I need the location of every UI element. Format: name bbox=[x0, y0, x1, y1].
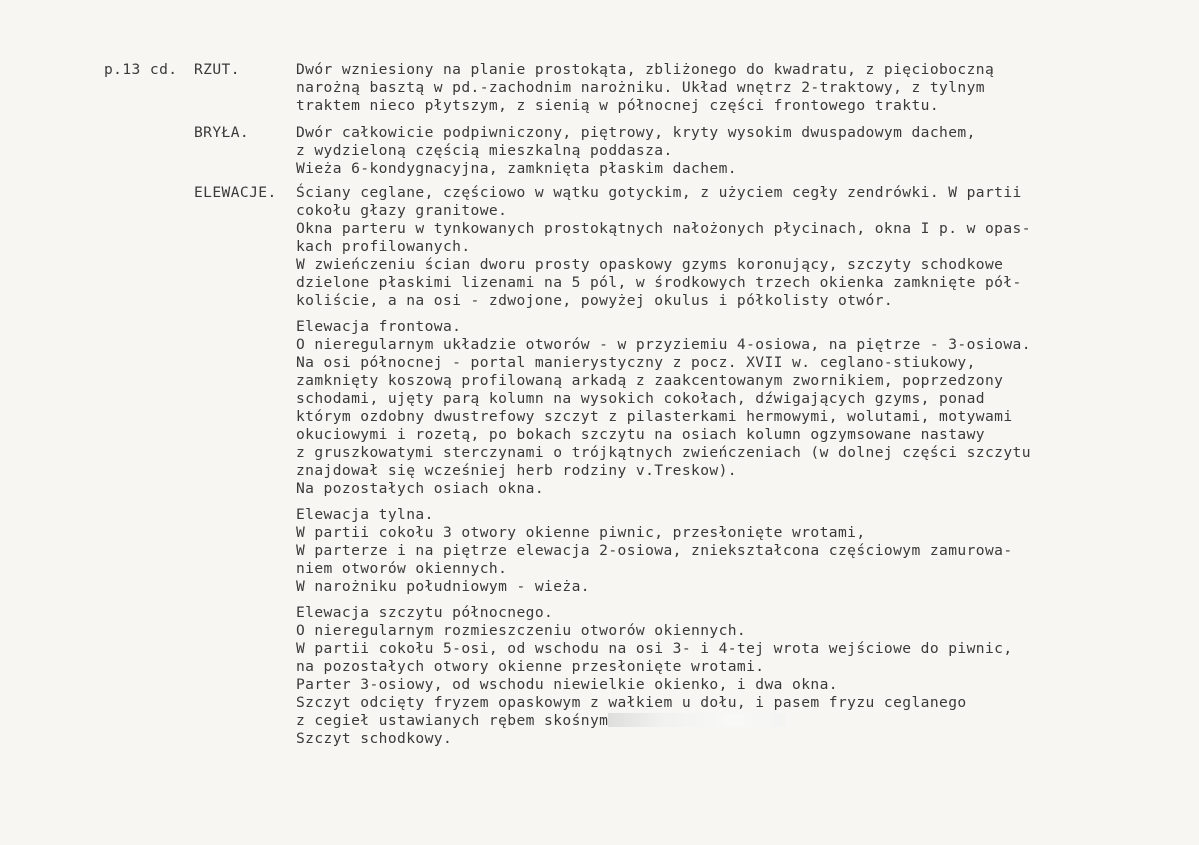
text-line: Szczyt odcięty fryzem opaskowym z wałkiem u dołu, i pasem fryzu ceglanego bbox=[296, 694, 967, 711]
section-label-bryla: BRYŁA. bbox=[194, 124, 250, 141]
text-line: Wieża 6-kondygnacyjna, zamknięta płaskim dachem. bbox=[296, 160, 737, 177]
text-line: niem otworów okiennych. bbox=[296, 560, 508, 577]
text-line: cokołu głazy granitowe. bbox=[296, 202, 508, 219]
text-line: W partii cokołu 3 otwory okienne piwnic, przesłonięte wrotami, bbox=[296, 524, 866, 541]
text-line: W partii cokołu 5-osi, od wschodu na osi 3- i 4-tej wrota wejściowe do piwnic, bbox=[296, 640, 1013, 657]
text-line: W zwieńczeniu ścian dworu prosty opaskowy gzyms koronujący, szczyty schodkowe bbox=[296, 256, 1004, 273]
page-reference: p.13 cd. bbox=[104, 61, 178, 78]
correction-fluid-mark bbox=[608, 713, 786, 727]
text-line: z cegieł ustawianych rębem skośnym bbox=[296, 712, 609, 729]
text-line: Na osi północnej - portal manierystyczny z pocz. XVII w. ceglano-stiukowy, bbox=[296, 354, 976, 371]
text-line: O nieregularnym rozmieszczeniu otworów okiennych. bbox=[296, 622, 747, 639]
text-line: Na pozostałych osiach okna. bbox=[296, 480, 545, 497]
subsection-heading-rear: Elewacja tylna. bbox=[296, 506, 434, 523]
text-line: W narożniku południowym - wieża. bbox=[296, 578, 590, 595]
text-line: Dwór wzniesiony na planie prostokąta, zbliżonego do kwadratu, z pięcioboczną bbox=[296, 61, 995, 78]
text-line: którym ozdobny dwustrefowy szczyt z pilasterkami hermowymi, wolutami, motywami bbox=[296, 408, 1013, 425]
text-line: znajdował się wcześniej herb rodziny v.Treskow). bbox=[296, 462, 737, 479]
text-line: dzielone płaskimi lizenami na 5 pól, w środkowych trzech okienka zamknięte pół- bbox=[296, 274, 1022, 291]
section-label-rzut: RZUT. bbox=[194, 61, 240, 78]
subsection-heading-north-gable: Elewacja szczytu północnego. bbox=[296, 604, 554, 621]
text-line: Dwór całkowicie podpiwniczony, piętrowy, kryty wysokim dwuspadowym dachem, bbox=[296, 124, 976, 141]
text-line: Parter 3-osiowy, od wschodu niewielkie okienko, i dwa okna. bbox=[296, 676, 838, 693]
text-line: W parterze i na piętrze elewacja 2-osiowa, zniekształcona częściowym zamurowa- bbox=[296, 542, 1013, 559]
text-line: kach profilowanych. bbox=[296, 238, 471, 255]
text-line: schodami, ujęty parą kolumn na wysokich cokołach, dźwigających gzyms, ponad bbox=[296, 390, 985, 407]
text-line: okuciowymi i rozetą, po bokach szczytu na osiach kolumn ogzymsowane nastawy bbox=[296, 426, 985, 443]
text-line: narożną basztą w pd.-zachodnim narożniku. Układ wnętrz 2-traktowy, z tylnym bbox=[296, 79, 985, 96]
text-line: traktem nieco płytszym, z sienią w północnej części frontowego traktu. bbox=[296, 97, 940, 114]
text-line: z gruszkowatymi sterczynami o trójkątnych zwieńczeniach (w dolnej części szczytu bbox=[296, 444, 1031, 461]
text-line: Okna parteru w tynkowanych prostokątnych nałożonych płycinach, okna I p. w opas- bbox=[296, 220, 1031, 237]
text-line: na pozostałych otwory okienne przesłonięte wrotami. bbox=[296, 658, 765, 675]
subsection-heading-front: Elewacja frontowa. bbox=[296, 318, 462, 335]
text-line-with-correction bbox=[296, 712, 786, 730]
text-line: O nieregularnym układzie otworów - w przyziemiu 4-osiowa, na piętrze - 3-osiowa. bbox=[296, 336, 1031, 353]
text-line: koliście, a na osi - zdwojone, powyżej okulus i półkolisty otwór. bbox=[296, 292, 894, 309]
text-line: Ściany ceglane, częściowo w wątku gotyckim, z użyciem cegły zendrówki. W partii bbox=[296, 184, 1022, 201]
text-line: z wydzieloną częścią mieszkalną poddasza. bbox=[296, 142, 673, 159]
text-line: zamknięty koszową profilowaną arkadą z zaakcentowanym zwornikiem, poprzedzony bbox=[296, 372, 1004, 389]
text-line: Szczyt schodkowy. bbox=[296, 730, 453, 747]
section-label-elewacje: ELEWACJE. bbox=[194, 184, 277, 201]
